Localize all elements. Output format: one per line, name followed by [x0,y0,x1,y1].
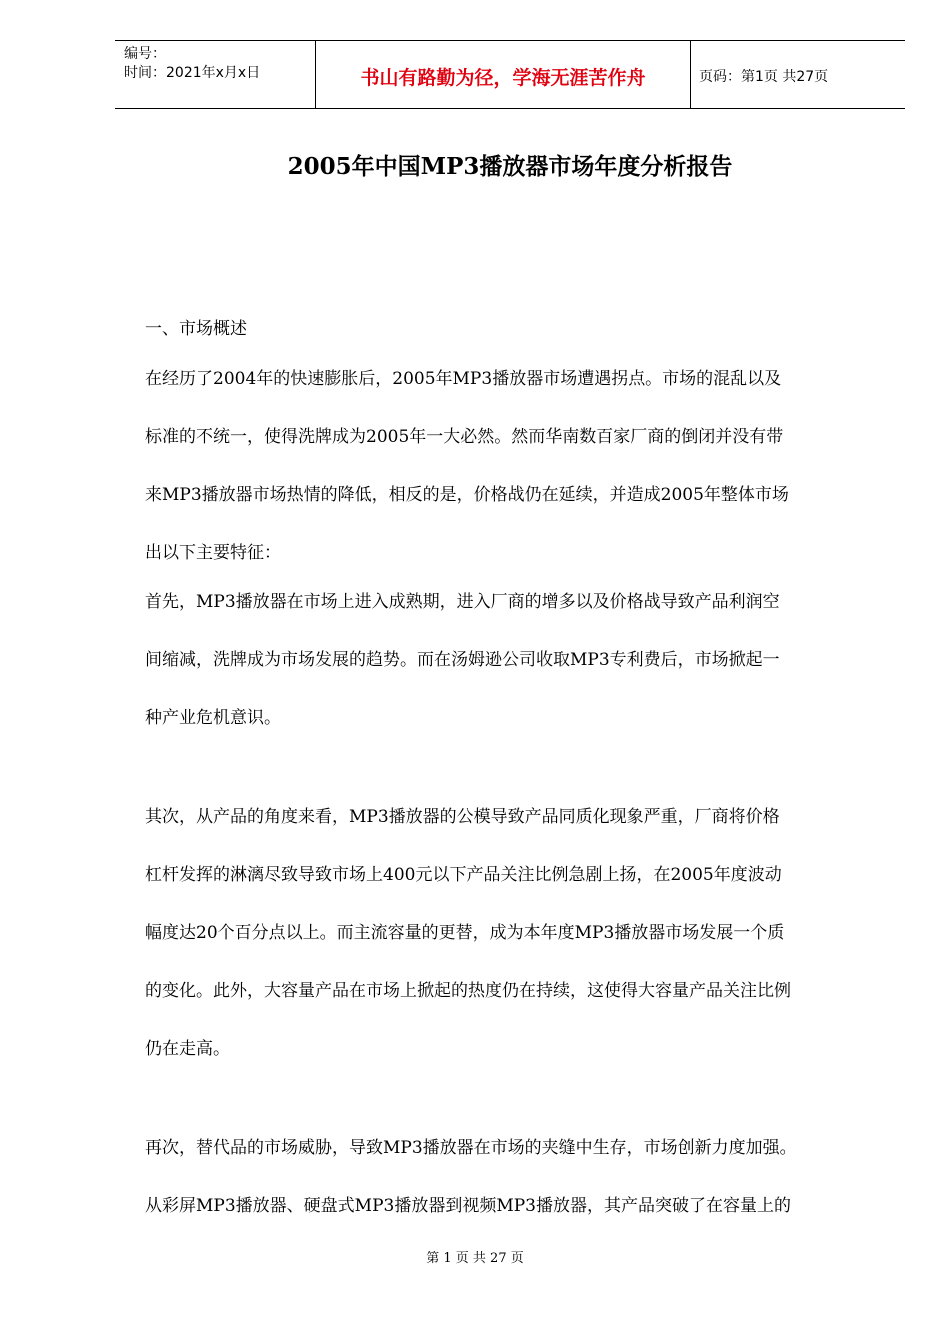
doc-number-label: 编号： [124,46,166,62]
body-line: 在经历了2004年的快速膨胀后，2005年MP3播放器市场遭遇拐点。市场的混乱以及 [145,369,782,389]
header-motto-cell [315,41,691,108]
body-line: 标准的不统一，使得洗牌成为2005年一大必然。然而华南数百家厂商的倒闭并没有带 [145,427,784,447]
page-info: 页码：第1页 共27页 [699,69,829,85]
motto-text: 书山有路勤为径，学海无涯苦作舟 [360,67,646,89]
body-line: 的变化。此外，大容量产品在市场上掀起的热度仍在持续，这使得大容量产品关注比例 [145,981,791,1001]
page-footer: 第 1 页 共 27 页 [426,1251,524,1266]
document-title: 2005年中国MP3播放器市场年度分析报告 [287,153,733,180]
body-line: 种产业危机意识。 [145,708,281,728]
body-line: 从彩屏MP3播放器、硬盘式MP3播放器到视频MP3播放器，其产品突破了在容量上的 [145,1196,791,1216]
body-line: 幅度达20个百分点以上。而主流容量的更替，成为本年度MP3播放器市场发展一个质 [145,923,785,943]
header-page-cell [691,41,905,108]
body-line: 来MP3播放器市场热情的降低，相反的是，价格战仍在延续，并造成2005年整体市场 [145,485,789,505]
body-line: 再次，替代品的市场威胁，导致MP3播放器在市场的夹缝中生存，市场创新力度加强。 [145,1138,797,1158]
body-line: 仍在走高。 [145,1039,230,1059]
body-line: 杠杆发挥的淋漓尽致导致市场上400元以下产品关注比例急剧上扬，在2005年度波动 [145,865,782,885]
body-line: 出以下主要特征： [145,543,281,563]
body-line: 首先，MP3播放器在市场上进入成熟期，进入厂商的增多以及价格战导致产品利润空 [145,592,780,612]
doc-time-label: 时间：2021年x月x日 [124,65,261,81]
header-left-cell [115,41,315,108]
body-line: 其次，从产品的角度来看，MP3播放器的公模导致产品同质化现象严重，厂商将价格 [145,807,780,827]
body-line: 间缩减，洗牌成为市场发展的趋势。而在汤姆逊公司收取MP3专利费后，市场掀起一 [145,650,780,670]
header-table [115,40,905,109]
section-heading: 一、市场概述 [145,319,247,339]
